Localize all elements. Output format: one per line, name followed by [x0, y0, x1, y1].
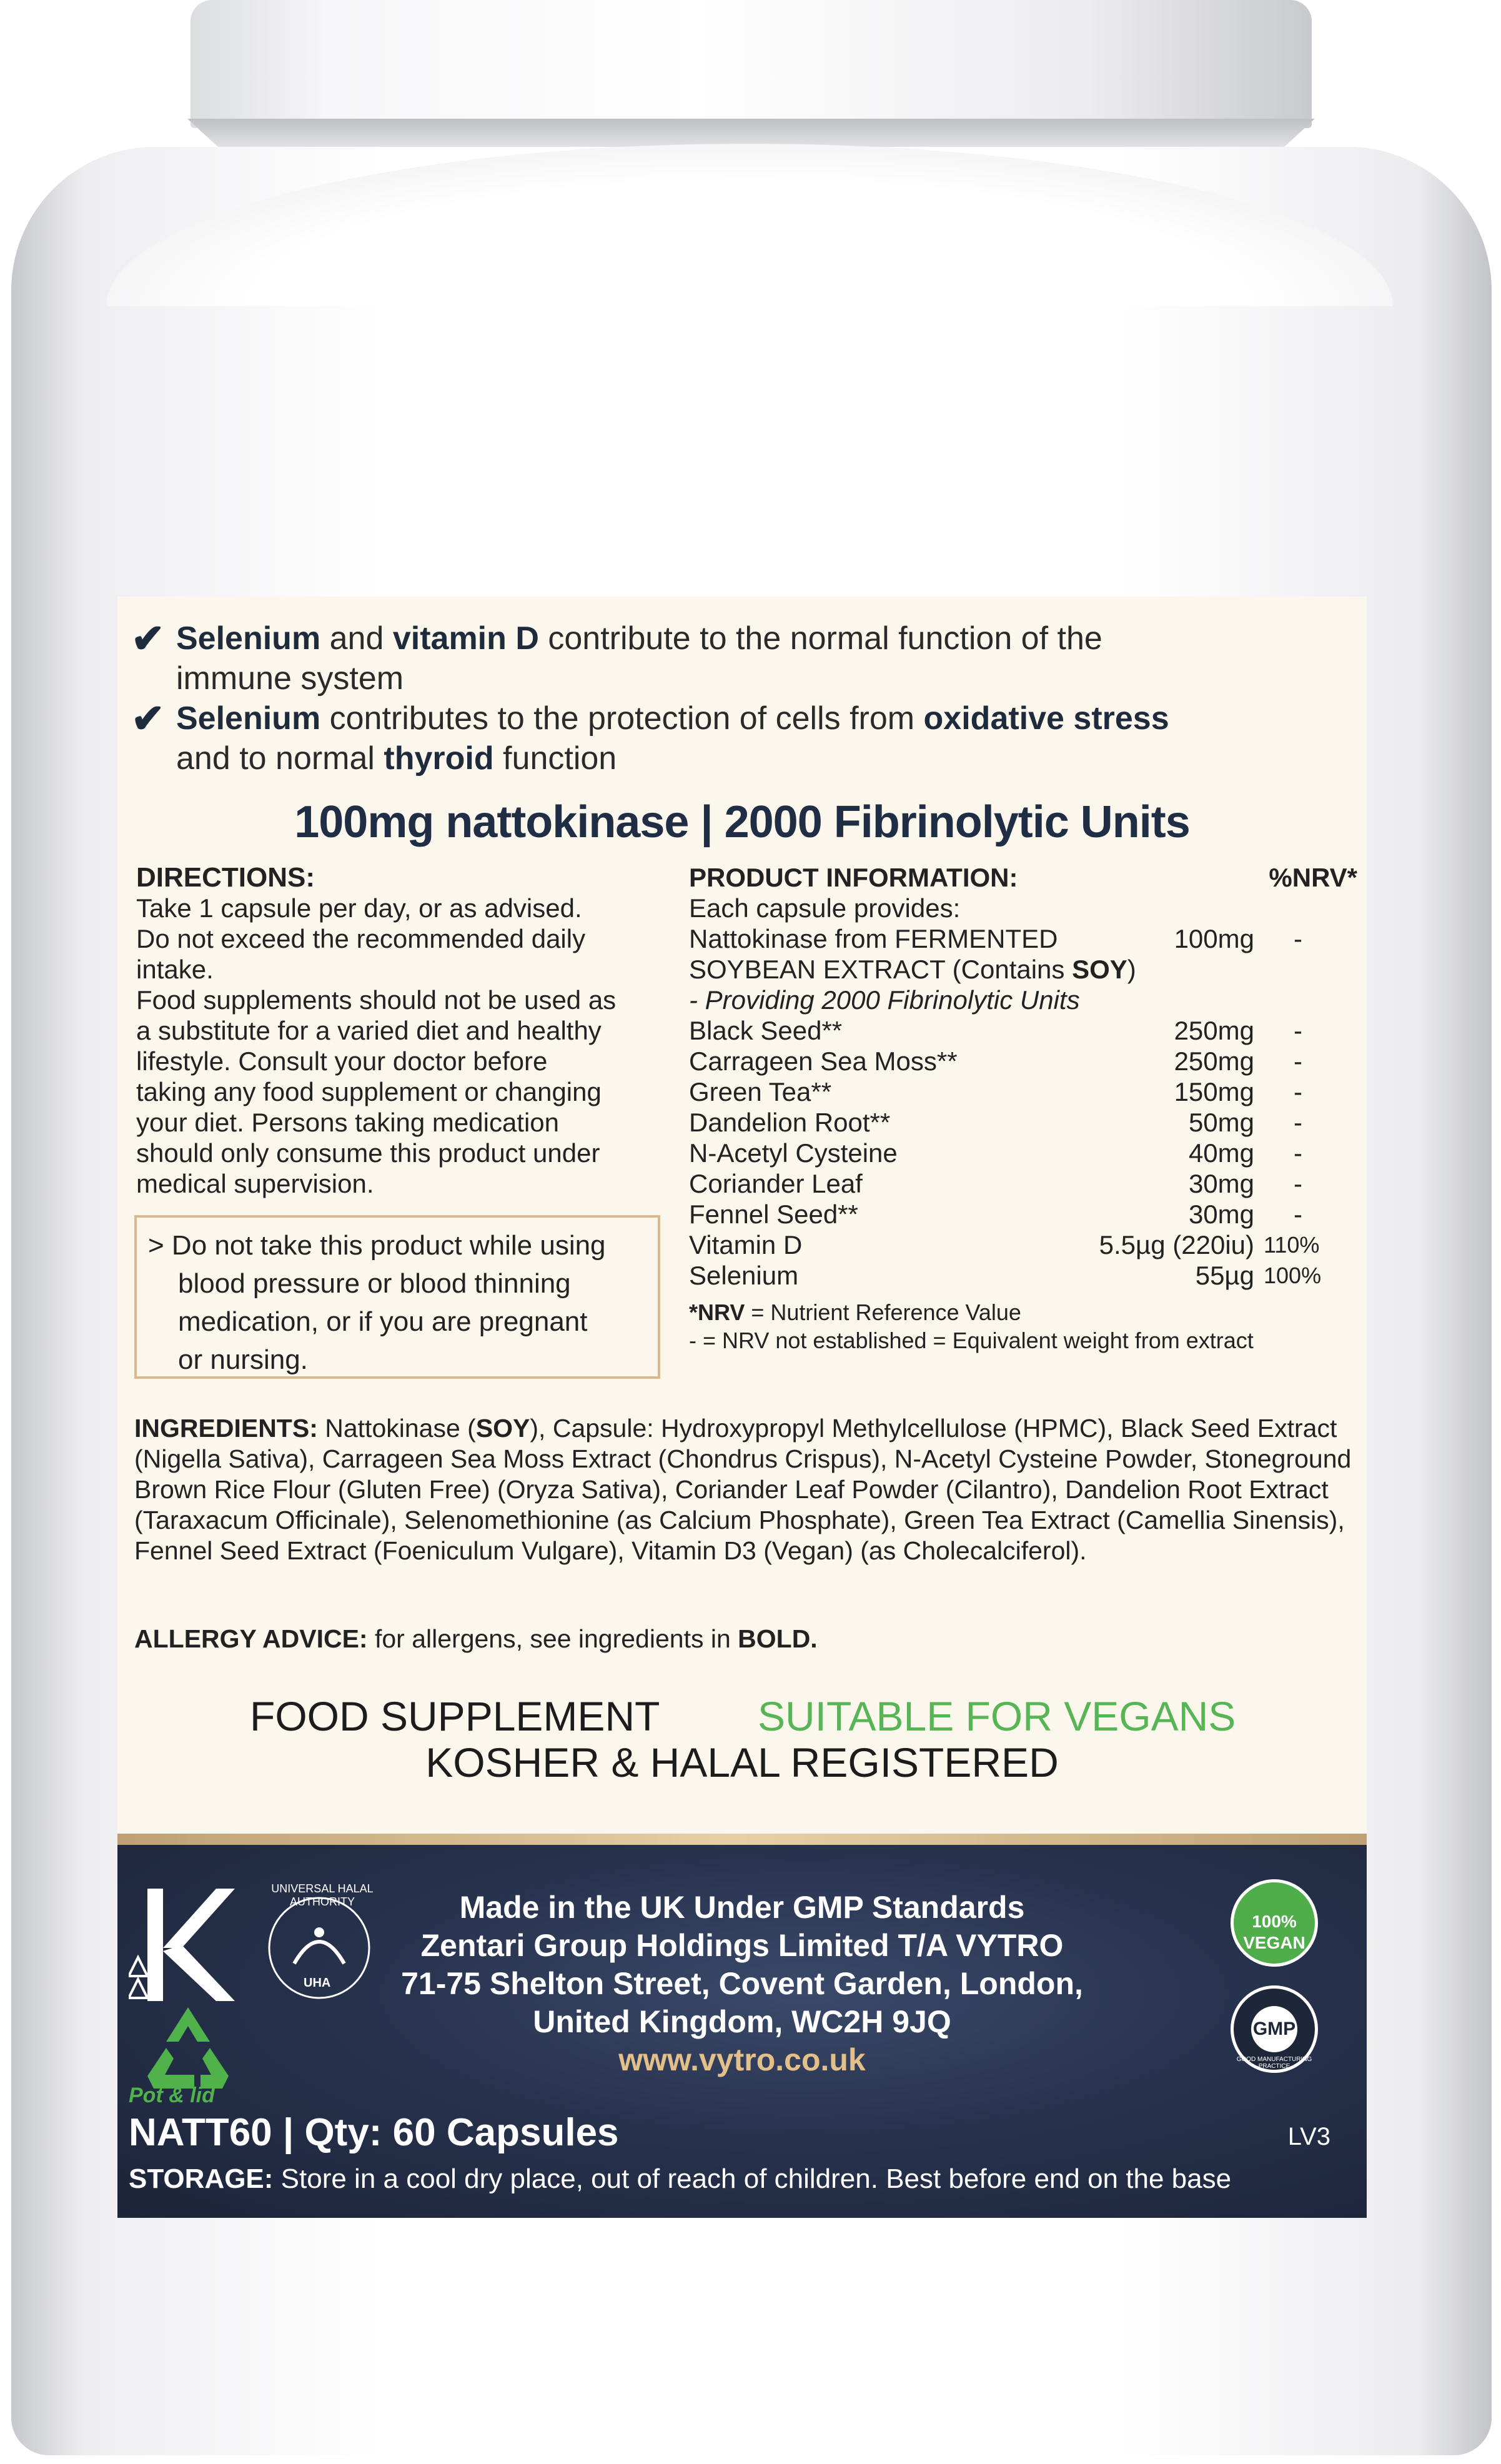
- warning-line: > Do not take this product while using: [148, 1230, 606, 1261]
- halal-authority-text: UNIVERSAL HALAL AUTHORITY: [271, 1882, 374, 1908]
- nrv-note: [689, 1298, 1357, 1326]
- nutrient-row: [689, 1199, 1357, 1230]
- nutrient-nrv: -: [1294, 1046, 1302, 1076]
- nutrient-name: Carrageen Sea Moss**: [689, 1046, 958, 1076]
- checkmark-icon: ✔: [131, 616, 165, 661]
- nutrient-row: [689, 1230, 1357, 1260]
- directions-line: Take 1 capsule per day, or as advised.: [136, 893, 582, 923]
- nutrient-row: [689, 923, 1357, 954]
- benefit-item: ✔ Selenium contributes to the protection of cells from oxidative stress and to normal thyroid function: [131, 696, 1169, 777]
- directions-title: DIRECTIONS:: [136, 862, 315, 893]
- warning-box: [134, 1215, 660, 1379]
- nutrient-nrv: -: [1294, 1138, 1302, 1168]
- nutrient-rows: [689, 1015, 1357, 1291]
- nutrient-name: N-Acetyl Cysteine: [689, 1138, 898, 1168]
- vegan-badge-text: VEGAN: [1243, 1933, 1305, 1952]
- headline: 100mg nattokinase | 2000 Fibrinolytic Units: [294, 797, 1190, 847]
- nutrient-amount: 150mg: [1174, 1077, 1254, 1106]
- soybean-text-a: SOYBEAN EXTRACT (Contains: [689, 955, 1072, 984]
- nutrient-name: Vitamin D: [689, 1230, 803, 1259]
- manufacturer-line: Zentari Group Holdings Limited T/A VYTRO: [420, 1928, 1064, 1963]
- website-link: www.vytro.co.uk: [618, 2042, 866, 2077]
- nutrient-name: Dandelion Root**: [689, 1108, 891, 1137]
- nutrient-amount: 55µg: [1195, 1261, 1254, 1290]
- benefits-list: [131, 618, 1349, 778]
- providing-row: [689, 985, 1357, 1015]
- soybean-text-b: ): [1127, 955, 1136, 984]
- nutrient-name: Selenium: [689, 1261, 799, 1290]
- nutrient-row: [689, 1015, 1357, 1046]
- nutrient-nrv: -: [1294, 1016, 1302, 1045]
- nutrient-amount: 50mg: [1188, 1108, 1254, 1137]
- nutrient-amount: 30mg: [1188, 1169, 1254, 1198]
- warning-line: blood pressure or blood thinning: [178, 1268, 571, 1299]
- nrv-header: %NRV*: [1269, 863, 1357, 892]
- nrv-note-text: = Nutrient Reference Value: [745, 1299, 1021, 1325]
- allergy-advice: [134, 1624, 1352, 1654]
- nrv-note-2: - = NRV not established = Equivalent weight from extract: [689, 1328, 1254, 1353]
- gmp-badge-icon: [1231, 1985, 1318, 2073]
- nutrient-amount: 40mg: [1188, 1138, 1254, 1168]
- label-version: LV3: [1287, 2123, 1330, 2150]
- ingredients-text-2: ), Capsule: Hydroxypropyl Methylcellulose (HPMC), Black Seed Extract (Nigella Sativa), Carrageen Sea Moss Extract (Chondrus Crispus), N-Acetyl Cysteine Powder, Stoneground Brown Rice Flour (Gluten Free) (Oryza Sativa), Coriander Leaf Powder (Cilantro), Dandelion Root Extract (Taraxacum Officinale), Selenomethionine (as Calcium Phosphate), Green Tea Extract (Camellia Sinensis), Fennel Seed Extract (Foeniculum Vulgare), Vitamin D3 (Vegan) (as Cholecalciferol).: [134, 1414, 1352, 1565]
- nutrient-row: [689, 1168, 1357, 1199]
- nutrient-amount: 100mg: [1174, 924, 1254, 953]
- allergy-label: ALLERGY ADVICE:: [134, 1624, 368, 1653]
- gold-divider: [117, 1834, 1367, 1845]
- directions-line: intake.: [136, 955, 214, 984]
- warning-line: medication, or if you are pregnant: [178, 1306, 588, 1337]
- soybean-text: [689, 954, 1136, 985]
- nutrient-nrv: -: [1294, 924, 1302, 953]
- manufacturer-info: [117, 1889, 1367, 2079]
- manufacturer-line: 71-75 Shelton Street, Covent Garden, London,: [401, 1966, 1083, 2001]
- each-capsule-row: [689, 893, 1357, 923]
- directions-section: [136, 862, 686, 1199]
- nutrient-amount: 30mg: [1188, 1200, 1254, 1229]
- nutrient-name: Green Tea**: [689, 1077, 832, 1106]
- product-information: [689, 862, 1357, 1354]
- directions-line: lifestyle. Consult your doctor before: [136, 1046, 548, 1076]
- gmp-badge-text: GMP: [1251, 2006, 1297, 2052]
- nutrient-row: [689, 1076, 1357, 1107]
- soybean-row: [689, 954, 1357, 985]
- nutrient-row: [689, 1107, 1357, 1138]
- vegan-badge-icon: [1231, 1879, 1318, 1967]
- nutrient-nrv: -: [1294, 1169, 1302, 1198]
- nutrient-row: [689, 1046, 1357, 1076]
- directions-line: taking any food supplement or changing: [136, 1077, 602, 1106]
- benefit-item: ✔ Selenium and vitamin D contribute to the normal function of the immune system: [131, 616, 1102, 697]
- directions-line: should only consume this product under: [136, 1138, 600, 1168]
- uha-text: UHA: [304, 1976, 331, 1990]
- nutrient-name: Black Seed**: [689, 1016, 843, 1045]
- warning-line: or nursing.: [178, 1344, 308, 1375]
- nutrient-nrv: 110%: [1264, 1232, 1320, 1258]
- nutrient-row: [689, 1138, 1357, 1168]
- suitable-for-vegans-text: SUITABLE FOR VEGANS: [758, 1693, 1236, 1739]
- ingredients-text-1: Nattokinase (: [317, 1414, 476, 1443]
- nutrient-nrv: -: [1294, 1200, 1302, 1229]
- manufacturer-line: Made in the UK Under GMP Standards: [459, 1890, 1025, 1925]
- nutrient-nrv: -: [1294, 1108, 1302, 1137]
- storage-info: [129, 2163, 1231, 2195]
- directions-line: Do not exceed the recommended daily: [136, 924, 586, 953]
- each-capsule-text: Each capsule provides:: [689, 893, 961, 923]
- directions-line: Food supplements should not be used as: [136, 985, 617, 1015]
- nutrient-nrv: 100%: [1264, 1263, 1322, 1288]
- vegan-badge-percent: 100%: [1252, 1912, 1297, 1931]
- nutrient-name: Fennel Seed**: [689, 1200, 858, 1229]
- gmp-ring-text: GOOD MANUFACTURING PRACTICE: [1236, 2056, 1312, 2070]
- pot-lid-text: Pot & lid: [129, 2084, 215, 2107]
- directions-line: medical supervision.: [136, 1169, 374, 1198]
- ingredients-section: [134, 1413, 1352, 1566]
- bottle-cap: [191, 0, 1312, 128]
- food-supplement-text: FOOD SUPPLEMENT: [250, 1693, 660, 1739]
- kosher-halal-text: KOSHER & HALAL REGISTERED: [425, 1739, 1059, 1786]
- nutrient-amount: 250mg: [1174, 1016, 1254, 1045]
- storage-text: Store in a cool dry place, out of reach of children. Best before end on the base: [273, 2163, 1232, 2194]
- nutrient-amount: 5.5µg (220iu): [1099, 1230, 1254, 1259]
- nutrient-nrv: -: [1294, 1077, 1302, 1106]
- nutrient-name: Coriander Leaf: [689, 1169, 863, 1198]
- ingredients-label: INGREDIENTS:: [134, 1414, 318, 1443]
- storage-label: STORAGE:: [129, 2163, 274, 2194]
- directions-line: your diet. Persons taking medication: [136, 1108, 560, 1137]
- sku-quantity: NATT60 | Qty: 60 Capsules: [129, 2111, 619, 2154]
- soy-bold: SOY: [1072, 955, 1127, 984]
- product-title: PRODUCT INFORMATION:: [689, 863, 1018, 892]
- manufacturer-line: United Kingdom, WC2H 9JQ: [533, 2004, 951, 2039]
- allergy-bold: BOLD.: [738, 1624, 818, 1653]
- providing-text: - Providing 2000 Fibrinolytic Units: [689, 985, 1080, 1015]
- nutrient-name: Nattokinase from FERMENTED: [689, 924, 1058, 953]
- directions-line: a substitute for a varied diet and healthy: [136, 1016, 602, 1045]
- checkmark-icon: ✔: [131, 696, 165, 741]
- nrv-note-bold: *NRV: [689, 1299, 745, 1325]
- product-header-row: [689, 862, 1357, 893]
- footer-panel: [117, 1845, 1367, 2218]
- ingredients-soy: SOY: [475, 1414, 530, 1443]
- nutrient-amount: 250mg: [1174, 1046, 1254, 1076]
- nutrient-row: [689, 1260, 1357, 1291]
- allergy-text: for allergens, see ingredients in: [367, 1624, 738, 1653]
